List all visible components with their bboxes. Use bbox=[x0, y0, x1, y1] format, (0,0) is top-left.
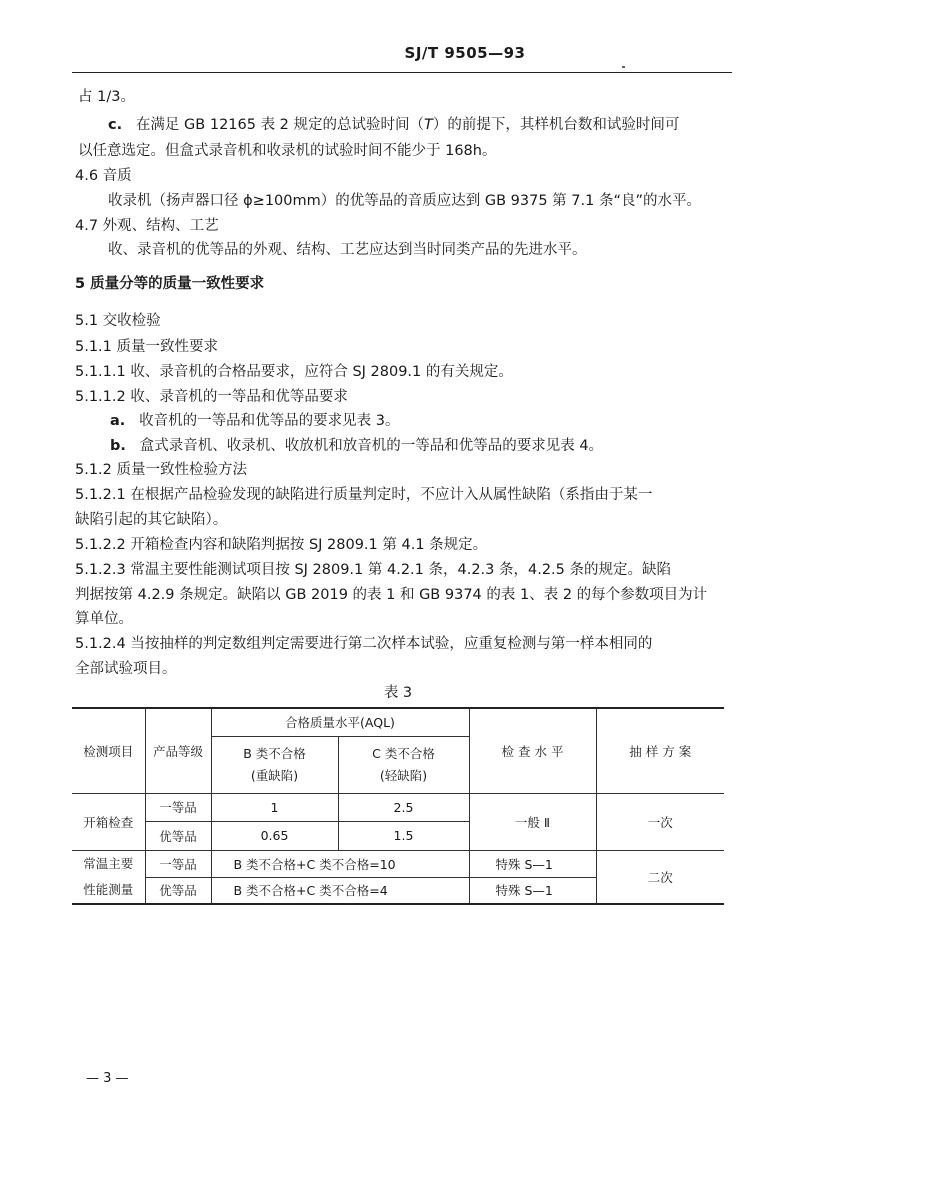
section-5-heading: 5 质量分等的质量一致性要求 bbox=[75, 276, 265, 292]
section-4-7-heading: 4.7 外观、结构、工艺 bbox=[75, 218, 219, 234]
cell-value: 0.65 bbox=[211, 821, 338, 850]
section-5-1-2-4-line2: 全部试验项目。 bbox=[75, 661, 177, 677]
header-c-class bbox=[338, 736, 469, 793]
cell-grade: 一等品 bbox=[145, 793, 211, 821]
scan-speck bbox=[622, 66, 625, 68]
table-header-row bbox=[72, 708, 724, 736]
cell-value: 2.5 bbox=[338, 793, 469, 821]
section-5-1-2-1-line2: 缺陷引起的其它缺陷）。 bbox=[75, 512, 228, 528]
item-a-text: 收音机的一等品和优等品的要求见表 3。 bbox=[139, 413, 400, 429]
header-aql: 合格质量水平(AQL) bbox=[211, 708, 469, 736]
cell-plan: 一次 bbox=[596, 793, 724, 850]
text-line: 占 1/3。 bbox=[78, 89, 135, 105]
header-b-class-sub: (重缺陷) bbox=[250, 767, 299, 783]
section-5-1-2-4-line1: 5.1.2.4 当按抽样的判定数组判定需要进行第二次样本试验，应重复检测与第一样本相同的 bbox=[75, 636, 653, 652]
table-row bbox=[72, 793, 724, 821]
cell-grade: 优等品 bbox=[145, 877, 211, 904]
cell-aql-combined: B 类不合格+C 类不合格=4 bbox=[211, 877, 469, 904]
item-c-label: c. bbox=[108, 117, 123, 133]
cell-perf-item-line2: 性能测量 bbox=[83, 881, 134, 897]
cell-level: 特殊 S—1 bbox=[469, 877, 596, 904]
table-3-caption: 表 3 bbox=[383, 685, 413, 701]
item-c-text: 在满足 GB 12165 表 2 规定的总试验时间（ bbox=[135, 117, 425, 133]
cell-plan: 二次 bbox=[596, 850, 724, 904]
section-5-1-2-2: 5.1.2.2 开箱检查内容和缺陷判据按 SJ 2809.1 第 4.1 条规定。 bbox=[75, 537, 488, 553]
cell-level: 特殊 S—1 bbox=[469, 850, 596, 877]
cell-aql-combined: B 类不合格+C 类不合格=10 bbox=[211, 850, 469, 877]
item-c-line1 bbox=[108, 115, 679, 135]
cell-value: 1.5 bbox=[338, 821, 469, 850]
header-plan: 抽 样 方 案 bbox=[596, 708, 724, 793]
header-b-class bbox=[211, 736, 338, 793]
table-row bbox=[72, 850, 724, 877]
page-number: — 3 — bbox=[86, 1071, 129, 1086]
section-5-1-2-3-line2: 判据按第 4.2.9 条规定。缺陷以 GB 2019 的表 1 和 GB 9374 的表 1、表 2 的每个参数项目为计 bbox=[75, 587, 708, 603]
item-c-variable: T bbox=[424, 117, 433, 133]
item-b-text: 盒式录音机、收录机、收放机和放音机的一等品和优等品的要求见表 4。 bbox=[139, 438, 604, 454]
item-c-line2: 以任意选定。但盒式录音机和收录机的试验时间不能少于 168h。 bbox=[78, 143, 497, 159]
cell-perf-item-line1: 常温主要 bbox=[83, 855, 134, 871]
cell-grade: 优等品 bbox=[145, 821, 211, 850]
cell-level: 一般 Ⅱ bbox=[469, 793, 596, 850]
item-b bbox=[110, 436, 603, 456]
header-level: 检 查 水 平 bbox=[469, 708, 596, 793]
item-b-label: b. bbox=[110, 438, 126, 454]
section-5-1-2-heading: 5.1.2 质量一致性检验方法 bbox=[75, 462, 248, 478]
item-a-label: a. bbox=[110, 413, 126, 429]
header-c-class-sub: (轻缺陷) bbox=[379, 767, 428, 783]
section-5-1-1-1: 5.1.1.1 收、录音机的合格品要求，应符合 SJ 2809.1 的有关规定。 bbox=[75, 364, 513, 380]
section-5-1-2-3-line1: 5.1.2.3 常温主要性能测试项目按 SJ 2809.1 第 4.2.1 条，4.2.3 条，4.2.5 条的规定。缺陷 bbox=[75, 562, 671, 578]
header-rule bbox=[72, 72, 732, 73]
section-4-7-text: 收、录音机的优等品的外观、结构、工艺应达到当时同类产品的先进水平。 bbox=[108, 242, 587, 258]
cell-open-item: 开箱检查 bbox=[72, 793, 145, 850]
section-4-6-text: 收录机（扬声器口径 ϕ≥100mm）的优等品的音质应达到 GB 9375 第 7.1 条“良”的水平。 bbox=[108, 193, 701, 209]
item-c-text-cont: ）的前提下，其样机台数和试验时间可 bbox=[432, 117, 680, 133]
page-header-doc-number: SJ/T 9505—93 bbox=[404, 44, 526, 62]
section-5-1-2-3-line3: 算单位。 bbox=[75, 611, 133, 627]
cell-grade: 一等品 bbox=[145, 850, 211, 877]
table-3 bbox=[72, 707, 724, 905]
header-b-class-label: B 类不合格 bbox=[243, 745, 306, 761]
section-5-1-heading: 5.1 交收检验 bbox=[75, 313, 161, 329]
cell-perf-item bbox=[72, 850, 145, 904]
header-grade: 产品等级 bbox=[145, 708, 211, 793]
cell-value: 1 bbox=[211, 793, 338, 821]
section-5-1-1-heading: 5.1.1 质量一致性要求 bbox=[75, 339, 219, 355]
header-item: 检测项目 bbox=[72, 708, 145, 793]
section-5-1-1-2: 5.1.1.2 收、录音机的一等品和优等品要求 bbox=[75, 389, 348, 405]
item-a bbox=[110, 411, 399, 431]
section-5-1-2-1-line1: 5.1.2.1 在根据产品检验发现的缺陷进行质量判定时，不应计入从属性缺陷（系指由于某一 bbox=[75, 487, 653, 503]
header-c-class-label: C 类不合格 bbox=[372, 745, 435, 761]
section-4-6-heading: 4.6 音质 bbox=[75, 168, 132, 184]
